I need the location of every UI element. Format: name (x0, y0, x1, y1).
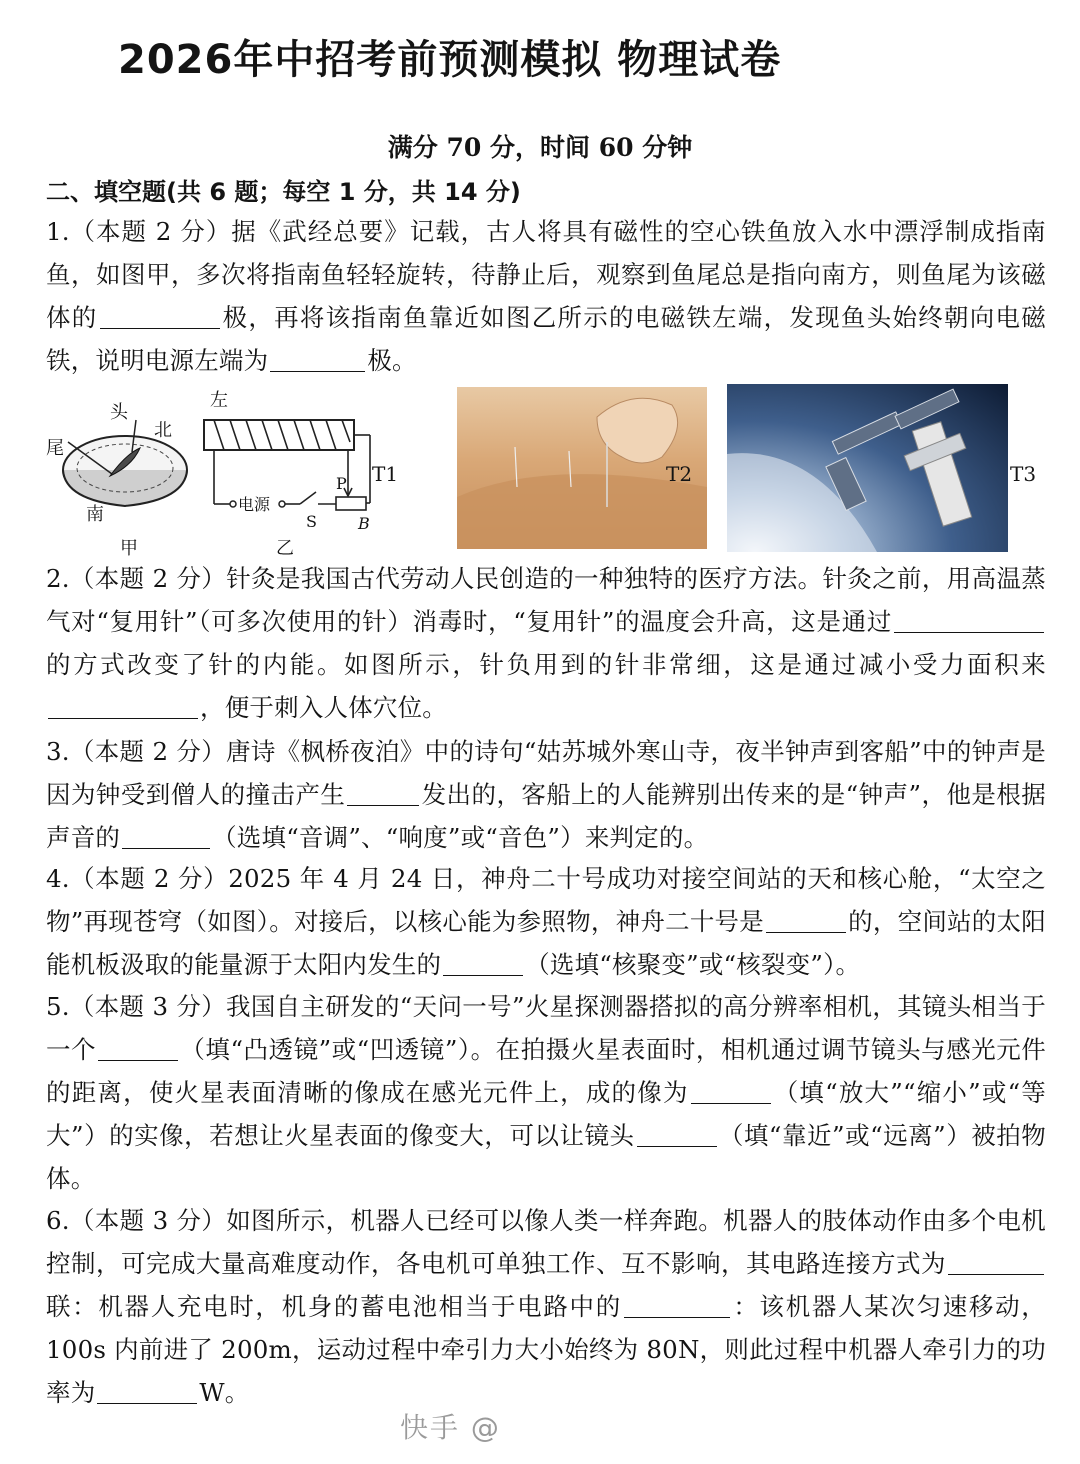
question-text: 1.（本题 2 分）据《武经总要》记载，古人将具有磁性的空心铁鱼放入水中漂浮制成指南鱼，如图甲，多次将指南鱼轻轻旋转，待静止后，观察到鱼尾总是指向南方，则鱼尾为该磁体的 (46, 217, 1046, 332)
question-4 (46, 857, 1046, 986)
question-5 (46, 985, 1046, 1200)
question-text: 发出的，客船上的人能辨别出传来的是“钟声”，他是根据声音的 (46, 780, 1047, 852)
circuit-p-label: P (336, 474, 347, 493)
question-6 (46, 1199, 1046, 1414)
compass-south-label: 南 (86, 504, 104, 525)
question-text: W。 (199, 1378, 250, 1407)
question-text: 6.（本题 3 分）如图所示，机器人已经可以像人类一样奔跑。机器人的肢体动作由多个电机控制，可完成大量高难度动作，各电机可单独工作、互不影响，其电路连接方式为 (46, 1206, 1046, 1278)
answer-blank[interactable] (48, 691, 198, 719)
circuit-b-label: B (358, 514, 370, 533)
answer-blank[interactable] (894, 605, 1044, 633)
compass-north-label: 北 (154, 420, 172, 441)
watermark: 快手 @ (400, 1411, 501, 1444)
answer-blank[interactable] (98, 1033, 178, 1061)
question-text: ：该机器人某次匀速移动，100s 内前进了 200m，运动过程中牵引力大小始终为 80N，则此过程中机器人牵引力的功率为 (46, 1292, 1046, 1407)
question-text: 的，空间站的太阳能机板汲取的能量源于太阳内发生的 (46, 907, 1046, 979)
question-text: （选填“核聚变”或“核裂变”）。 (525, 950, 861, 979)
question-text: ，便于刺入人体穴位。 (200, 693, 447, 722)
question-1 (46, 210, 1046, 382)
question-text: 3.（本题 2 分）唐诗《枫桥夜泊》中的诗句“姑苏城外寒山寺，夜半钟声到客船”中的钟声是因为钟受到僧人的撞击产生 (46, 737, 1046, 809)
section-heading: 二、填空题(共 6 题；每空 1 分，共 14 分) (46, 178, 521, 206)
figure-strip (40, 382, 1050, 562)
question-text: 极。 (367, 346, 417, 375)
question-text: 2.（本题 2 分）针灸是我国古代劳动人民创造的一种独特的医疗方法。针灸之前，用高温蒸气对“复用针”（可多次使用的针）消毒时，“复用针”的温度会升高，这是通过 (46, 564, 1046, 636)
question-text: 极，再将该指南鱼靠近如图乙所示的电磁铁左端，发现鱼头始终朝向电磁铁，说明电源左端为 (46, 303, 1046, 375)
question-text: （填“凸透镜”或“凹透镜”）。在拍摄火星表面时，相机通过调节镜头与感光元件的距离，使火星表面清晰的像成在感光元件上，成的像为 (46, 1035, 1046, 1107)
answer-blank[interactable] (97, 1376, 197, 1404)
figure-yi-caption: 乙 (276, 538, 294, 559)
page-title: 2026年中招考前预测模拟 物理试卷 (118, 37, 782, 83)
figure-t2-label: T2 (666, 462, 693, 486)
circuit-left-label: 左 (210, 390, 228, 411)
answer-blank[interactable] (624, 1290, 730, 1318)
question-2 (46, 557, 1046, 729)
answer-blank[interactable] (122, 821, 210, 849)
answer-blank[interactable] (347, 778, 419, 806)
answer-blank[interactable] (270, 344, 365, 372)
question-text: 5.（本题 3 分）我国自主研发的“天问一号”火星探测器搭拟的高分辨率相机，其镜头相当于一个 (46, 992, 1046, 1064)
answer-blank[interactable] (443, 948, 523, 976)
figure-t3-label: T3 (1010, 462, 1037, 486)
question-text: （填“靠近”或“远离”）被拍物体。 (46, 1121, 1046, 1193)
answer-blank[interactable] (100, 301, 220, 329)
compass-head-label: 头 (110, 402, 128, 423)
exam-info: 满分 70 分，时间 60 分钟 (387, 133, 693, 162)
answer-blank[interactable] (948, 1247, 1044, 1275)
answer-blank[interactable] (766, 905, 846, 933)
answer-blank[interactable] (637, 1119, 717, 1147)
question-text: （选填“音调”、“响度”或“音色”）来判定的。 (212, 823, 709, 852)
circuit-s-label: S (306, 512, 317, 531)
figure-t1-label: T1 (372, 462, 399, 486)
circuit-power-label: 电源 (238, 495, 271, 514)
compass-tail-label: 尾 (46, 438, 64, 459)
answer-blank[interactable] (691, 1076, 771, 1104)
question-3 (46, 730, 1046, 859)
figure-jia-caption: 甲 (120, 538, 138, 559)
electromagnet-circuit-figure (200, 382, 400, 557)
question-text: 联：机器人充电时，机身的蓄电池相当于电路中的 (46, 1292, 622, 1321)
question-text: 4.（本题 2 分）2025 年 4 月 24 日，神舟二十号成功对接空间站的天和核心舱，“太空之物”再现苍穹（如图）。对接后，以核心能为参照物，神舟二十号是 (46, 864, 1046, 936)
question-text: （填“放大”“缩小”或“等大”）的实像，若想让火星表面的像变大，可以让镜头 (46, 1078, 1046, 1150)
space-station-photo (727, 384, 1008, 552)
question-text: 的方式改变了针的内能。如图所示，针负用到的针非常细，这是通过减小受力面积来 (46, 650, 1046, 679)
